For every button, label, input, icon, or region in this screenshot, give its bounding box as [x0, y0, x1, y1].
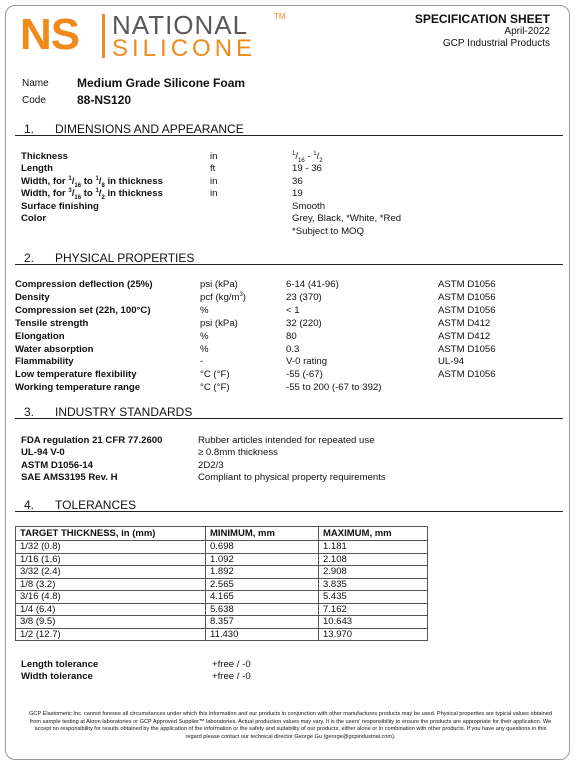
logo-mark: NS [20, 10, 80, 59]
test-standard: ASTM D1056 [438, 291, 496, 303]
property-value: -55 to 200 (-67 to 392) [286, 382, 382, 394]
logo-divider [102, 14, 105, 58]
property-unit: ft [210, 163, 216, 174]
property-value: < 1 [286, 304, 300, 316]
maximum-cell: 5.435 [319, 591, 428, 604]
standard-name: UL-94 V-0 [21, 447, 65, 459]
table-row [16, 553, 428, 566]
property-value: $^1/_{16} - ^1/_2$ [292, 151, 323, 165]
column-header: MINIMUM, mm [206, 527, 319, 541]
test-standard: ASTM D1056 [438, 279, 496, 290]
property-unit: % [200, 304, 209, 316]
minimum-cell: 5.638 [206, 603, 319, 616]
property-value: 23 (370) [286, 291, 322, 303]
property-unit: in [210, 188, 218, 199]
table-row [16, 578, 428, 591]
target-thickness-cell: 3/32 (2.4) [16, 566, 206, 579]
table-header-row [16, 527, 428, 541]
property-value: 19 - 36 [292, 163, 322, 174]
section-title: INDUSTRY STANDARDS [55, 405, 193, 419]
company-name: GCP Industrial Products [442, 38, 550, 49]
property-value: -55 (-67) [286, 369, 323, 381]
property-unit: in [210, 176, 218, 187]
product-name: Medium Grade Silicone Foam [77, 76, 246, 90]
code-label: Code [22, 95, 46, 106]
standard-name: FDA regulation 21 CFR 77.2600 [21, 435, 163, 446]
property-label: Thickness [21, 151, 68, 162]
test-standard: ASTM D1056 [438, 304, 496, 316]
target-thickness-cell: 3/16 (4.8) [16, 591, 206, 604]
property-value: *Subject to MOQ [292, 226, 364, 237]
table-row [16, 541, 428, 554]
table-row [16, 616, 428, 629]
property-unit: % [200, 330, 209, 342]
tolerance-value: +free / -0 [212, 671, 251, 682]
tolerance-table [15, 526, 428, 641]
standard-compliance: 2D2/3 [198, 459, 224, 471]
property-label: Surface finishing [21, 201, 99, 212]
minimum-cell: 0.698 [206, 541, 319, 554]
target-thickness-cell: 3/8 (9.5) [16, 616, 206, 629]
property-unit: psi (kPa) [200, 317, 238, 329]
property-label: Working temperature range [15, 382, 141, 394]
target-thickness-cell: 1/16 (1.6) [16, 553, 206, 566]
property-label: Color [21, 213, 47, 224]
property-value: 0.3 [286, 343, 300, 355]
minimum-cell: 2.565 [206, 578, 319, 591]
maximum-cell: 1.181 [319, 541, 428, 554]
property-value: 6-14 (41-96) [286, 279, 339, 290]
table-row [16, 566, 428, 579]
test-standard: UL-94 [438, 356, 465, 368]
section-2-header [15, 252, 563, 265]
tolerance-value: +free / -0 [212, 659, 251, 670]
minimum-cell: 1.892 [206, 566, 319, 579]
target-thickness-cell: 1/2 (12.7) [16, 628, 206, 641]
minimum-cell: 1.092 [206, 553, 319, 566]
disclaimer-footer: GCP Elastomeric Inc. cannot foresee all circumstances under which this information and our products in conjunction with other manufactures products may be used. Physical properties are typical values obtained from sample testing at Akron laboratories or GCP Approved Supplier™ laboratories. Actual production values may vary. It is the users' responsibility to ensure the products are appropriate for their application. We accept no responsibility for results obtained by the application of the information or the safety and suitability of our products, either alone or in combination with other products. If you have any questions in this regard please contact our technical director George Gu (george@gcpindustrial.com). [29, 711, 552, 740]
property-value: 80 [286, 330, 297, 342]
target-thickness-cell: 1/4 (6.4) [16, 603, 206, 616]
property-label: Width, for $^3/_{16}$ to $^1/_2$ in thickness [21, 188, 163, 202]
property-unit: psi (kPa) [200, 279, 238, 290]
section-title: DIMENSIONS AND APPEARANCE [55, 122, 244, 136]
maximum-cell: 2.908 [319, 566, 428, 579]
logo-trademark: TM [274, 12, 286, 21]
test-standard: ASTM D1056 [438, 369, 496, 381]
property-value: 32 (220) [286, 317, 322, 329]
tolerance-label: Width tolerance [21, 671, 93, 682]
maximum-cell: 2.108 [319, 553, 428, 566]
name-label: Name [22, 78, 49, 89]
header-block [330, 12, 550, 50]
section-title: TOLERANCES [55, 498, 137, 512]
column-header: MAXIMUM, mm [319, 527, 428, 541]
property-label: Water absorption [15, 343, 94, 355]
minimum-cell: 8.357 [206, 616, 319, 629]
property-label: Low temperature flexibility [15, 369, 137, 381]
property-label: Compression deflection (25%) [15, 279, 153, 290]
table-row [16, 603, 428, 616]
target-thickness-cell: 1/8 (3.2) [16, 578, 206, 591]
test-standard: ASTM D412 [438, 317, 491, 329]
standard-compliance: Compliant to physical property requirements [198, 471, 386, 483]
property-value: V-0 rating [286, 356, 328, 368]
product-code: 88-NS120 [77, 93, 132, 107]
maximum-cell: 3.835 [319, 578, 428, 591]
property-unit: pcf $(kg/m^3)$ [200, 291, 246, 304]
minimum-cell: 4.165 [206, 591, 319, 604]
logo-line-2: SILICONE [112, 35, 257, 62]
property-value: 19 [292, 188, 303, 199]
national-silicone-logo [20, 10, 290, 60]
table-row [16, 591, 428, 604]
property-unit: °C (°F) [200, 382, 230, 394]
section-3-header [15, 406, 563, 419]
standard-name: SAE AMS3195 Rev. H [21, 471, 118, 483]
property-value: 36 [292, 176, 303, 187]
minimum-cell: 11.430 [206, 628, 319, 641]
property-label: Tensile strength [15, 317, 89, 329]
section-number: 1. [24, 122, 35, 136]
section-title: PHYSICAL PROPERTIES [55, 251, 195, 265]
property-value: Smooth [292, 201, 326, 212]
tolerance-label: Length tolerance [21, 659, 99, 670]
maximum-cell: 7.162 [319, 603, 428, 616]
property-unit: in [210, 151, 218, 162]
column-header: TARGET THICKNESS, in (mm) [16, 527, 206, 541]
section-1-header [15, 123, 563, 136]
maximum-cell: 10.643 [319, 616, 428, 629]
section-number: 2. [24, 251, 35, 265]
target-thickness-cell: 1/32 (0.8) [16, 541, 206, 554]
section-4-header [15, 499, 563, 512]
property-label: Compression set (22h, 100°C) [15, 304, 151, 316]
section-number: 4. [24, 498, 35, 512]
test-standard: ASTM D412 [438, 330, 491, 342]
table-row [16, 628, 428, 641]
property-unit: % [200, 343, 209, 355]
logo-line-1: NATIONAL [112, 10, 249, 40]
property-label: Flammability [15, 356, 74, 368]
property-label: Density [15, 291, 50, 303]
document-title: SPECIFICATION SHEET [414, 12, 550, 26]
property-unit: - [200, 356, 204, 368]
maximum-cell: 13.970 [319, 628, 428, 641]
property-label: Elongation [15, 330, 65, 342]
property-label: Width, for $^1/_{16}$ to $^1/_8$ in thickness [21, 176, 163, 190]
property-unit: °C (°F) [200, 369, 230, 381]
standard-compliance: ≥ 0.8mm thickness [198, 447, 278, 459]
standard-name: ASTM D1056-14 [21, 459, 93, 471]
document-date: April-2022 [504, 26, 550, 37]
standard-compliance: Rubber articles intended for repeated use [198, 435, 375, 446]
test-standard: ASTM D1056 [438, 343, 496, 355]
property-value: Grey, Black, *White, *Red [292, 213, 402, 224]
property-label: Length [21, 163, 53, 174]
section-number: 3. [24, 405, 35, 419]
